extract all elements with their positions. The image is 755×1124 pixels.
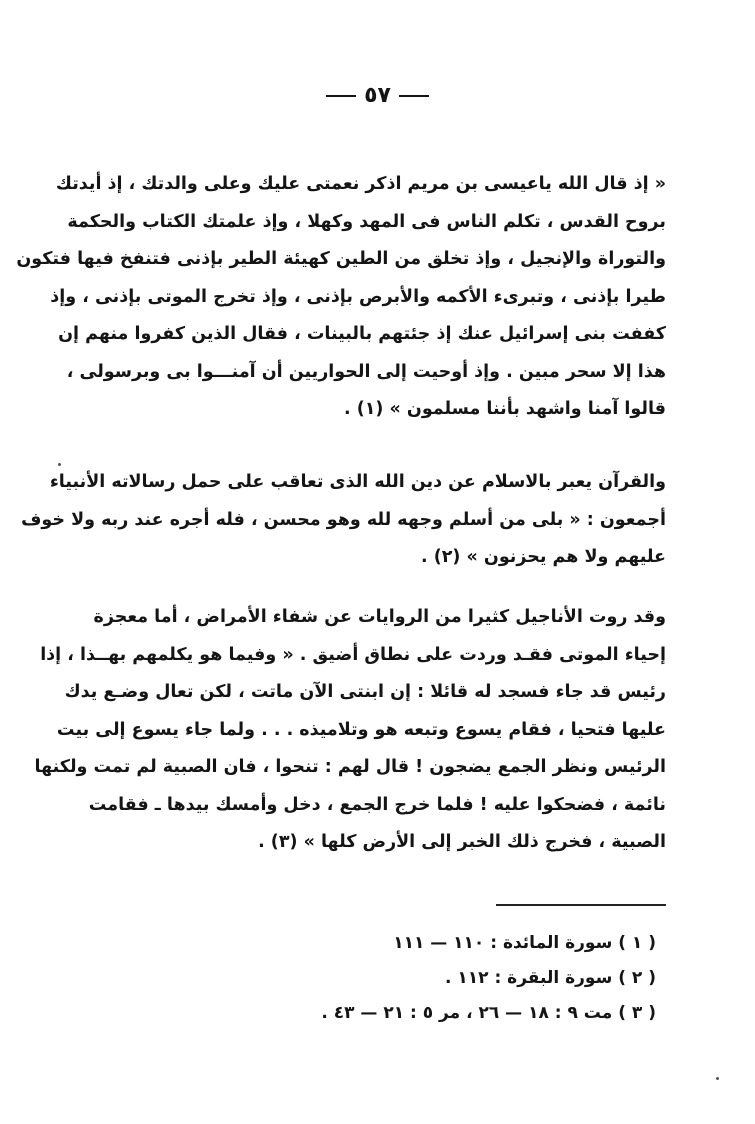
page-number-dash-right xyxy=(399,95,429,97)
footnotes xyxy=(200,926,656,1031)
paragraph-line: رئيس قد جاء فسجد له قائلا : إن ابنتى الآن ماتت ، لكن تعال وضـع يدك xyxy=(64,682,666,702)
paragraph-line: نائمة ، فضحكوا عليه ! فلما خرج الجمع ، دخل وأمسك بيدها ـ فقامت xyxy=(88,794,666,815)
paragraph-line: عليها فتحيا ، فقام يسوع وتبعه هو وتلاميذه . . . ولما جاء يسوع إلى بيت xyxy=(56,719,666,740)
page-number xyxy=(0,83,755,108)
footnote-2: ( ٢ ) سورة البقرة : ١١٢ . xyxy=(445,968,656,988)
paragraph-islam xyxy=(21,464,666,577)
paragraph-quran-quote xyxy=(16,166,666,429)
page-number-value: ٥٧ xyxy=(364,83,391,108)
footnote-3: ( ٣ ) مت ٩ : ١٨ — ٢٦ ، مر ٥ : ٢١ — ٤٣ . xyxy=(321,1003,656,1023)
paragraph-line: قالوا آمنا واشهد بأننا مسلمون » (١) . xyxy=(343,399,666,419)
paragraph-gospels xyxy=(34,599,666,862)
footnote-divider xyxy=(496,904,666,906)
paragraph-line: كففت بنى إسرائيل عنك إذ جئتهم بالبينات ، فقال الذين كفروا منهم إن xyxy=(58,324,666,344)
paragraph-line: عليهم ولا هم يحزنون » (٢) . xyxy=(420,547,666,567)
paragraph-line: طيرا بإذنى ، وتبرىء الأكمه والأبرص بإذنى ، وإذ تخرج الموتى بإذنى ، وإذ xyxy=(50,286,666,307)
paper-speck xyxy=(58,463,61,466)
paragraph-line: الصبية ، فخرج ذلك الخبر إلى الأرض كلها » (٣) . xyxy=(258,832,666,852)
paragraph-line: والتوراة والإنجيل ، وإذ تخلق من الطين كهيئة الطير بإذنى فتنفخ فيها فتكون xyxy=(16,249,666,269)
paper-speck xyxy=(716,1077,719,1080)
paragraph-line: بروح القدس ، تكلم الناس فى المهد وكهلا ، وإذ علمتك الكتاب والحكمة xyxy=(67,211,666,232)
footnote-1: ( ١ ) سورة المائدة : ١١٠ — ١١١ xyxy=(393,933,656,953)
paragraph-line: والقرآن يعبر بالاسلام عن دين الله الذى تعاقب على حمل رسالاته الأنبياء xyxy=(49,472,666,492)
paragraph-line: وقد روت الأناجيل كثيرا من الروايات عن شفاء الأمراض ، أما معجزة xyxy=(93,607,666,627)
paragraph-line: « إذ قال الله ياعيسى بن مريم اذكر نعمتى عليك وعلى والدتك ، إذ أيدتك xyxy=(55,174,666,194)
page-number-dash-left xyxy=(326,95,356,97)
paragraph-line: أجمعون : « بلى من أسلم وجهه لله وهو محسن ، فله أجره عند ربه ولا خوف xyxy=(21,509,666,530)
paragraph-line: إحياء الموتى فقـد وردت على نطاق أضيق . « وفيما هو يكلمهم بهــذا ، إذا xyxy=(40,644,666,665)
paragraph-line: هذا إلا سحر مبين . وإذ أوحيت إلى الحواريين أن آمنـــوا بى وبرسولى ، xyxy=(66,361,666,382)
paragraph-line: الرئيس ونظر الجمع يضجون ! قال لهم : تنحوا ، فان الصبية لم تمت ولكنها xyxy=(34,757,666,777)
